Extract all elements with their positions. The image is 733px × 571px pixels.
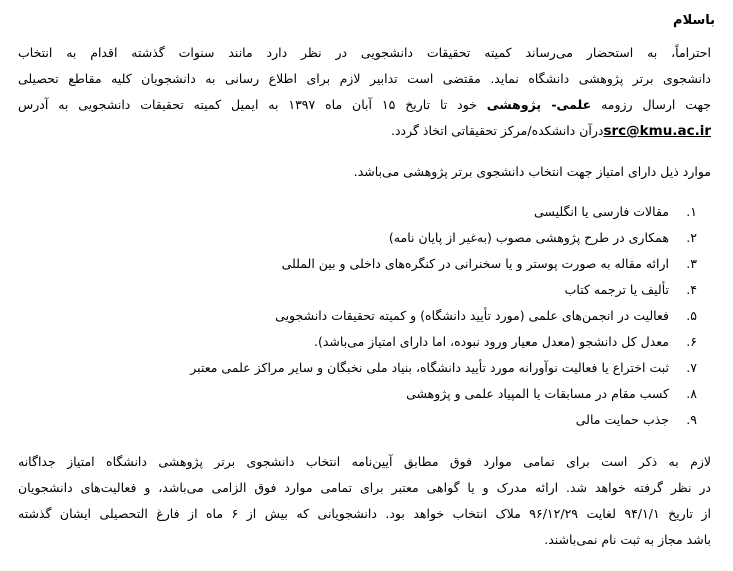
email-link[interactable]: src@kmu.ac.ir	[603, 123, 711, 139]
list-item-number: ۴.	[686, 282, 697, 297]
list-item-number: ۷.	[686, 360, 697, 375]
intro-line-4-rest: درآن دانشکده/مرکز تحقیقاتی اتخاذ گردد.	[390, 123, 604, 138]
intro-line-4	[391, 122, 711, 140]
list-item-number: ۹.	[686, 412, 697, 427]
list-item-number: ۳.	[686, 256, 697, 271]
list-item	[389, 229, 697, 247]
list-item	[576, 411, 697, 429]
list-item	[406, 385, 697, 403]
criteria-intro: موارد ذیل دارای امتیاز جهت انتخاب دانشجوی برتر پژوهشی می‌باشد.	[353, 164, 711, 179]
closing-line-2: در نظر گرفته خواهد شد. ارائه مدرک و یا گواهی معتبر برای تمامی موارد فوق الزامی می‌باشد، و فعالیت‌های دانشجویان	[18, 480, 711, 495]
intro-line-3	[18, 96, 711, 114]
list-item-number: ۶.	[686, 334, 697, 349]
list-item-number: ۱.	[686, 204, 697, 219]
intro-line-3-start: جهت ارسال رزومه	[601, 97, 711, 112]
list-item-text: کسب مقام در مسابقات یا المپیاد علمی و پژوهشی	[406, 386, 669, 401]
list-item-text: ارائه مقاله به صورت پوستر و یا سخنرانی در کنگره‌های داخلی و بین المللی	[281, 256, 669, 271]
intro-line-2: دانشجوی برتر پژوهشی دانشگاه نماید. مقتضی است تدابیر لازم برای اطلاع رسانی به دانشجویان کلیه مقاطع تحصیلی	[18, 71, 711, 86]
list-item	[282, 255, 697, 273]
list-item-text: تألیف یا ترجمه کتاب	[564, 282, 669, 297]
list-item-text: جذب حمایت مالی	[575, 412, 669, 427]
list-item-text: فعالیت در انجمن‌های علمی (مورد تأیید دانشگاه) و کمیته تحقیقات دانشجویی	[275, 308, 669, 323]
list-item-text: ثبت اختراع یا فعالیت نوآورانه مورد تأیید دانشگاه، بنیاد ملی نخبگان و سایر مراکز علمی معتبر	[190, 360, 669, 375]
list-item-number: ۵.	[686, 308, 697, 323]
intro-line-3-end: خود تا تاریخ ۱۵ آبان ماه ۱۳۹۷ به ایمیل کمیته تحقیقات دانشجویی به آدرس	[18, 97, 477, 112]
list-item	[190, 359, 697, 377]
list-item	[534, 203, 697, 221]
list-item-number: ۸.	[686, 386, 697, 401]
list-item	[314, 333, 697, 351]
resume-type-label: علمی- پژوهشی	[486, 97, 592, 112]
closing-line-3: از تاریخ ۹۴/۱/۱ لغایت ۹۶/۱۲/۲۹ ملاک انتخاب خواهد بود. دانشجویانی که بیش از ۶ ماه از فارغ التحصیلی ایشان گذشته	[18, 506, 711, 521]
list-item-text: مقالات فارسی یا انگلیسی	[534, 204, 669, 219]
list-item	[565, 281, 697, 299]
list-item	[275, 307, 697, 325]
list-item-text: معدل کل دانشجو (معدل معیار ورود نبوده، اما دارای امتیاز می‌باشد).	[314, 334, 669, 349]
closing-line-1: لازم به ذکر است برای تمامی موارد فوق مطابق آیین‌نامه انتخاب دانشجوی برتر پژوهشی دانشگاه امتیاز جداگانه	[18, 454, 711, 469]
list-item-number: ۲.	[686, 230, 697, 245]
intro-line-1: احتراماً، به استحضار می‌رساند کمیته تحقیقات دانشجویی در نظر دارد مانند سنوات گذشته اقدام به انتخاب	[18, 45, 711, 60]
closing-line-4: باشد مجاز به ثبت نام نمی‌باشند.	[544, 532, 711, 547]
greeting: باسلام	[673, 13, 715, 28]
list-item-text: همکاری در طرح پژوهشی مصوب (به‌غیر از پایان نامه)	[388, 230, 669, 245]
